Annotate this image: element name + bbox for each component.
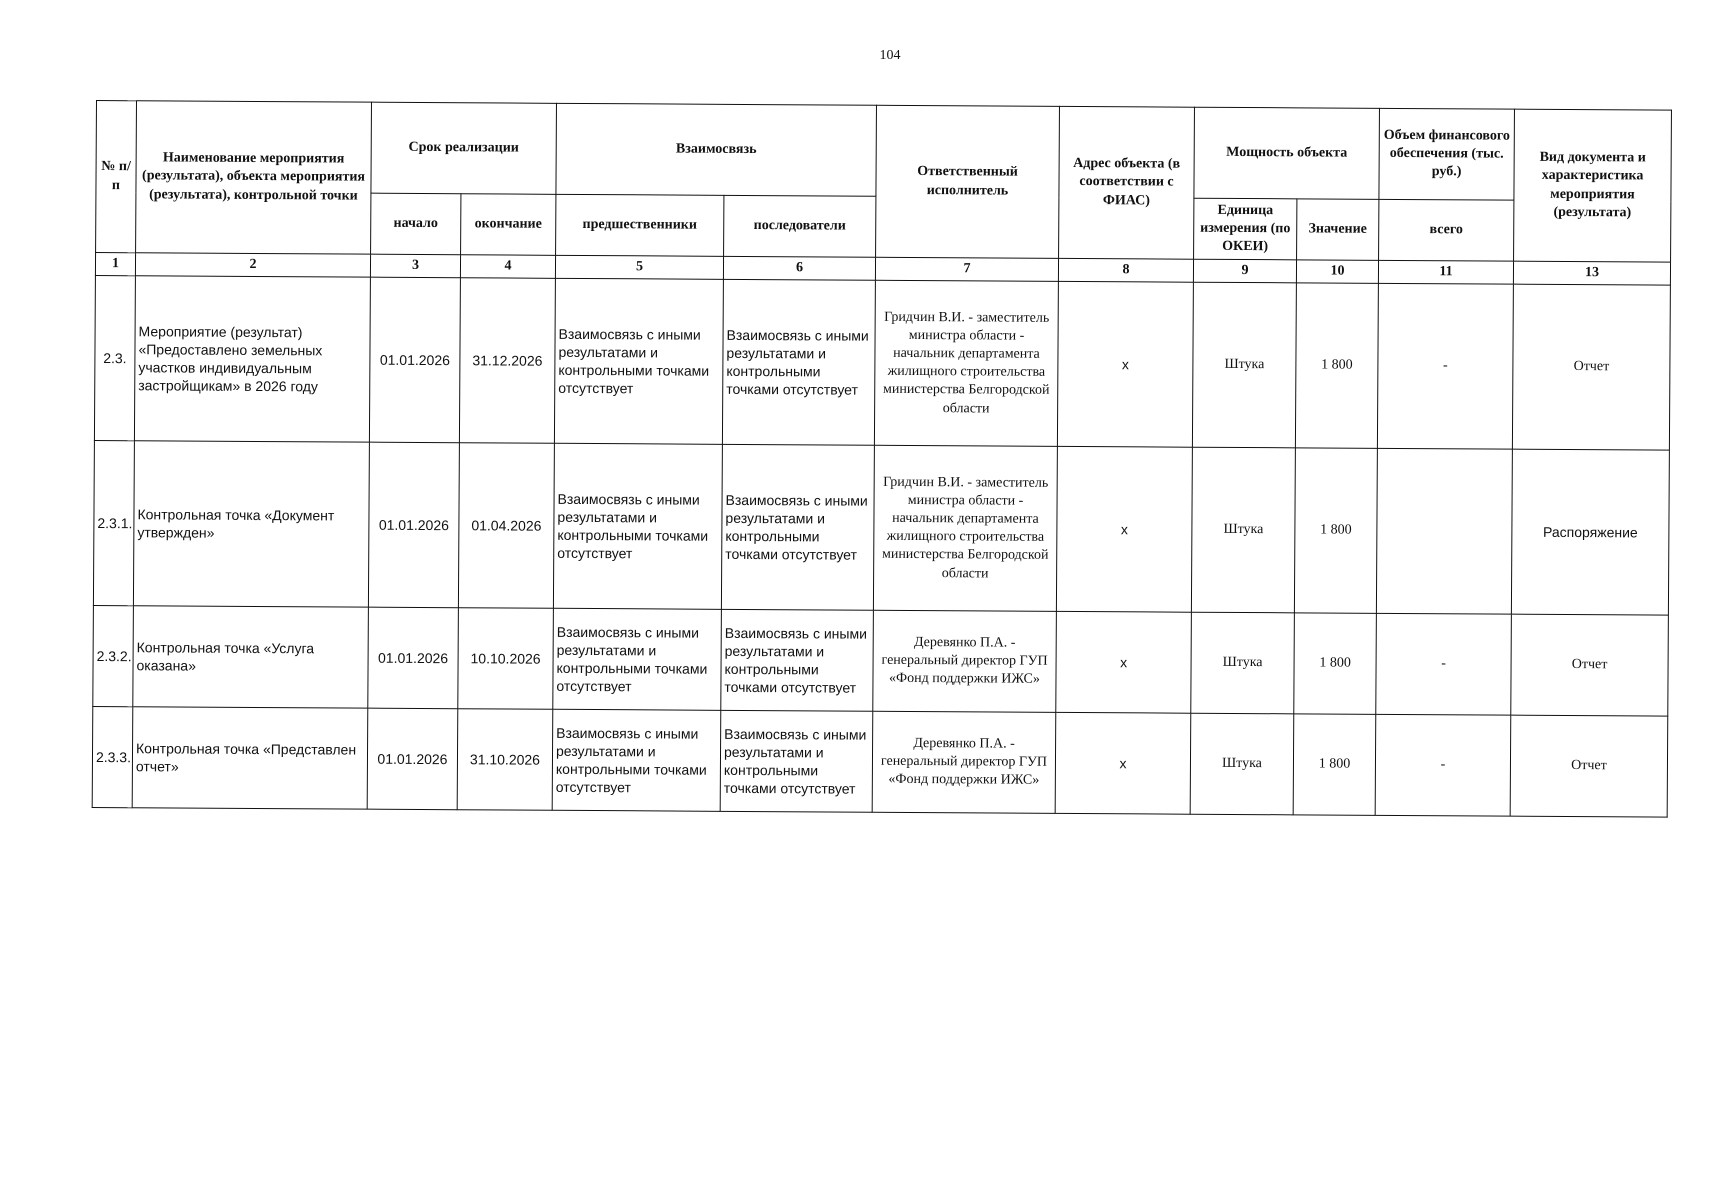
header-doc-type: Вид документа и характеристика мероприятия (результата) [1514, 109, 1672, 262]
header-value: Значение [1297, 199, 1379, 260]
row-name: Мероприятие (результат) «Предоставлено земельных участков индивидуальным застройщикам» в 2026 году [134, 276, 370, 442]
column-number: 9 [1193, 259, 1296, 283]
row-responsible: Гридчин В.И. - заместитель министра области - начальник департамента жилищного строительства министерства Белгородской области [873, 445, 1057, 611]
row-successors: Взаимосвязь с иными результатами и контрольными точками отсутствует [722, 280, 875, 446]
column-number: 8 [1058, 258, 1193, 282]
page-number: 104 [879, 48, 901, 63]
header-unit: Единица измерения (по ОКЕИ) [1194, 198, 1297, 260]
header-period-end: окончание [461, 194, 556, 256]
header-period-start: начало [371, 193, 461, 255]
row-value: 1 800 [1293, 714, 1376, 815]
row-end: 31.12.2026 [459, 278, 555, 444]
row-address: х [1057, 282, 1193, 448]
header-responsible: Ответственный исполнитель [876, 105, 1060, 258]
row-doc: Отчет [1512, 284, 1670, 450]
row-successors: Взаимосвязь с иными результатами и контрольными точками отсутствует [720, 711, 873, 813]
row-num: 2.3. [94, 276, 135, 441]
header-address: Адрес объекта (в соответствии с ФИАС) [1059, 106, 1195, 259]
header-successors: последователи [724, 195, 876, 257]
header-relation: Взаимосвязь [556, 103, 877, 196]
table-row [92, 707, 1668, 818]
row-num: 2.3.1. [93, 441, 134, 606]
column-number: 7 [875, 257, 1058, 281]
table-row [93, 606, 1669, 717]
row-name: Контрольная точка «Документ утвержден» [133, 441, 369, 607]
column-number: 1 [95, 253, 135, 276]
column-number: 5 [555, 255, 723, 279]
row-responsible: Деревянко П.А. - генеральный директор ГУП «Фонд поддержки ИЖС» [873, 610, 1057, 712]
row-successors: Взаимосвязь с иными результатами и контрольными точками отсутствует [721, 445, 874, 611]
row-end: 01.04.2026 [458, 443, 554, 609]
row-address: х [1056, 612, 1192, 714]
row-doc: Распоряжение [1511, 449, 1669, 615]
header-name: Наименование мероприятия (результата), объекта мероприятия (результата), контрольной точки [136, 101, 372, 254]
row-num: 2.3.2. [93, 606, 134, 707]
row-finance: - [1376, 614, 1512, 716]
plan-table [92, 100, 1672, 818]
row-end: 10.10.2026 [458, 608, 554, 710]
row-unit: Штука [1190, 713, 1294, 815]
table-row [94, 276, 1670, 451]
row-address: х [1055, 713, 1191, 815]
row-end: 31.10.2026 [457, 709, 553, 811]
row-start: 01.01.2026 [368, 607, 459, 709]
row-finance [1376, 449, 1512, 615]
column-number: 6 [723, 256, 875, 280]
column-number: 4 [460, 255, 555, 279]
header-capacity: Мощность объекта [1194, 107, 1380, 199]
row-unit: Штука [1191, 447, 1295, 613]
row-address: х [1056, 447, 1192, 613]
header-row-1 [96, 101, 1672, 202]
row-unit: Штука [1192, 282, 1296, 448]
row-responsible: Деревянко П.А. - генеральный директор ГУП «Фонд поддержки ИЖС» [872, 711, 1056, 813]
row-doc: Отчет [1511, 614, 1669, 716]
row-value: 1 800 [1295, 283, 1378, 448]
header-finance-total: всего [1379, 199, 1514, 261]
row-start: 01.01.2026 [367, 708, 458, 810]
row-predecessors: Взаимосвязь с иными результатами и контрольными точками отсутствует [553, 443, 722, 609]
header-period: Срок реализации [371, 102, 557, 194]
column-number: 11 [1378, 260, 1513, 284]
row-finance: - [1375, 715, 1511, 817]
row-start: 01.01.2026 [369, 277, 460, 443]
row-unit: Штука [1191, 612, 1295, 714]
row-predecessors: Взаимосвязь с иными результатами и контрольными точками отсутствует [554, 278, 723, 444]
row-predecessors: Взаимосвязь с иными результатами и контрольными точками отсутствует [553, 608, 722, 710]
row-successors: Взаимосвязь с иными результатами и контрольными точками отсутствует [721, 610, 874, 712]
row-finance: - [1377, 284, 1513, 450]
row-responsible: Гридчин В.И. - заместитель министра области - начальник департамента жилищного строительства министерства Белгородской области [874, 280, 1058, 446]
row-predecessors: Взаимосвязь с иными результатами и контрольными точками отсутствует [552, 709, 721, 811]
row-start: 01.01.2026 [368, 442, 459, 608]
header-finance: Объем финансового обеспечения (тыс. руб.) [1379, 108, 1515, 200]
row-name: Контрольная точка «Услуга оказана» [133, 606, 369, 708]
column-number: 2 [135, 253, 370, 278]
row-name: Контрольная точка «Представлен отчет» [132, 707, 368, 809]
column-number: 10 [1296, 260, 1378, 284]
header-predecessors: предшественники [556, 194, 724, 256]
table-row [93, 441, 1669, 616]
column-number: 3 [370, 254, 460, 278]
row-value: 1 800 [1294, 448, 1377, 613]
column-number: 13 [1513, 261, 1670, 285]
header-num: № п/п [96, 101, 137, 253]
row-doc: Отчет [1510, 715, 1668, 817]
row-value: 1 800 [1294, 613, 1377, 714]
row-num: 2.3.3. [92, 707, 133, 808]
